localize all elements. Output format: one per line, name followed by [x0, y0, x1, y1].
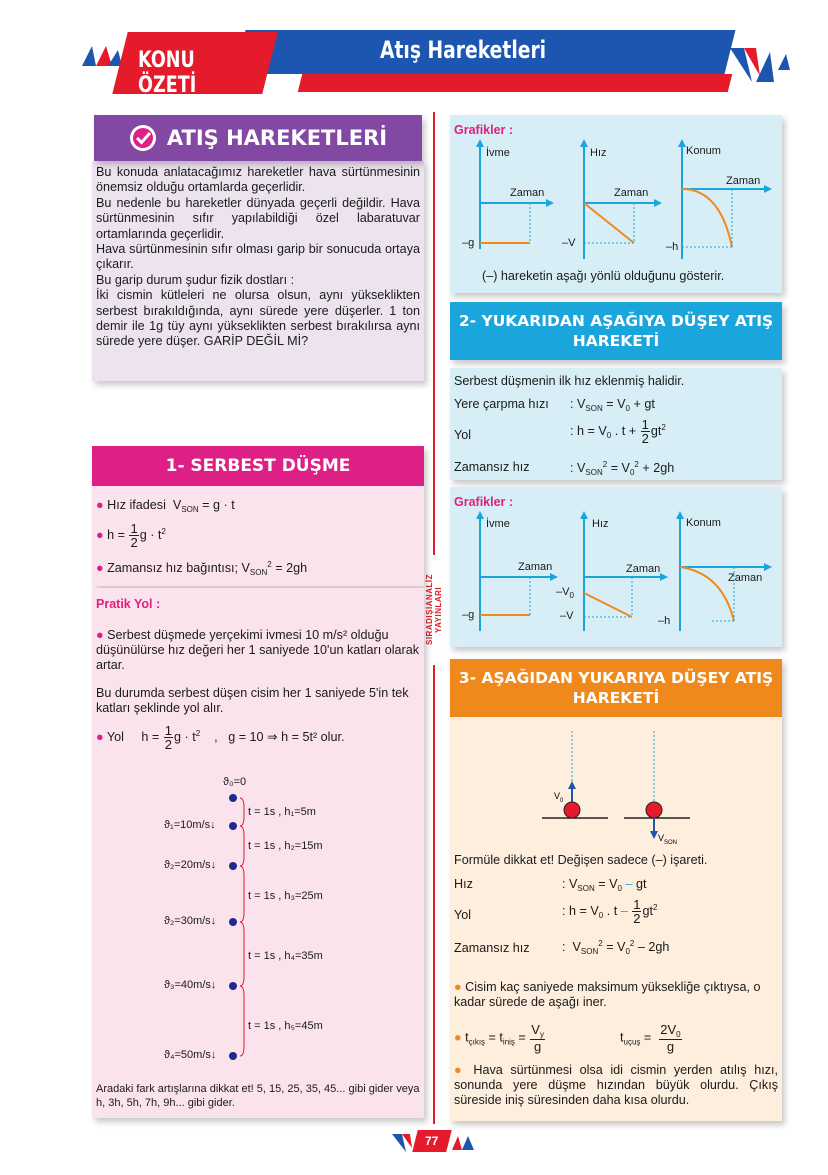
pratik-paragraph-2: Bu durumda serbest düşen cisim her 1 saniyede 5'in tek katları şeklinde yol alır. — [96, 686, 409, 715]
pratik-box — [92, 588, 424, 1118]
axis-zaman: Zaman — [626, 563, 661, 575]
page-number-badge — [412, 1130, 451, 1152]
graph-freefall-velocity — [572, 139, 662, 259]
graphs-downward-box — [450, 487, 782, 647]
svg-text:V: V — [554, 791, 561, 801]
ladder-note: Aradaki fark artışlarına dikkat et! 5, 15, 25, 35, 45... gibi gider veya h, 3h, 5h, 7h, 9h... gibi gider. — [96, 1083, 420, 1109]
downward-formulas — [450, 368, 782, 480]
page-title: Atış Hareketleri — [380, 36, 547, 64]
pratik-paragraph-1: ● Serbest düşmede yerçekimi ivmesi 10 m/s² olduğu düşünülürse hız değeri her 1 saniyede 10'un katları olarak artar. — [96, 628, 420, 672]
graphs-title: Grafikler : — [454, 495, 514, 509]
axis-hiz: Hız — [592, 518, 609, 530]
ladder-interval: t = 1s , h₅=45m — [248, 1020, 323, 1032]
graphs-title: Grafikler : — [454, 123, 514, 137]
footer-decor-right-icon — [452, 1132, 476, 1152]
downward-yol-formula: : $h = V_0$ . t + $\frac{1}{2}$ $gt^2$ — [570, 417, 666, 446]
axis-zaman: Zaman — [510, 187, 545, 199]
intro-paragraph: Hava sürtünmesinin sıfır olması garip bir sonucuda ortaya çıkarır. — [96, 242, 420, 272]
yol-formula: ● Yol h = $\frac{1}{2}$ $g \cdot t^2$ , g = 10 ⇒ h = 5t² olur. — [96, 723, 345, 752]
upward-header — [450, 659, 782, 717]
header-decor-right-icon — [730, 40, 794, 84]
speed-formula: ● Hız ifadesi $V_{SON} = g \cdot t$ — [96, 498, 235, 514]
header-red-bar — [298, 74, 732, 92]
page-number: 77 — [425, 1134, 439, 1148]
upward-hiz-formula: : $V_{SON} = V_0$ – gt — [562, 877, 647, 893]
header-decor-left-icon — [82, 40, 122, 68]
ladder-velocity: ϑ₂=30m/s↓ — [164, 915, 217, 927]
axis-neg-g: –g — [462, 237, 475, 249]
flight-time-formula: $t_{uçuş}$ = $\frac{2V_0}{g}$ — [620, 1022, 681, 1054]
rise-time-formula: ● $t_{çıkış} = t_{iniş}$ = $\frac{V_y}{g}$ — [454, 1022, 544, 1054]
section-tag: KONU ÖZETİ — [138, 48, 197, 98]
svg-text:V: V — [658, 833, 665, 843]
free-fall-ladder-diagram — [228, 788, 248, 1068]
downward-intro: Serbest düşmenin ilk hız eklenmiş halidir. — [454, 374, 685, 388]
intro-title: ATIŞ HAREKETLERİ — [166, 126, 388, 150]
intro-paragraph: İki cismin kütleleri ne olursa olsun, aynı yükseklikten serbest bırakıldığında, aynı sürede yere düşerler. 1 ton demir ile 1g tüy aynı yükseklikten serbest bırakılırsa aynı sürede yere düşer. GARİP DEĞİL Mİ? — [96, 288, 420, 349]
axis-neg-h: –h — [666, 241, 679, 253]
free-fall-title: 1- SERBEST DÜŞME — [165, 456, 351, 476]
axis-zaman: Zaman — [518, 561, 553, 573]
axis-ivme: İvme — [486, 147, 510, 159]
intro-header — [94, 115, 422, 161]
impact-formula: : $V_{SON} = V_0$ + gt — [570, 397, 655, 413]
downward-timeless-label: Zamansız hız — [454, 460, 530, 474]
intro-paragraph: Bu nedenle bu hareketler dünyada geçerli değildir. Hava sürtünmesinin sıfır yapılabildiği özel labaratuvar ortamlarında geçerlidir. — [96, 195, 420, 241]
graphs-freefall-box — [450, 115, 782, 293]
axis-neg-g: –g — [462, 609, 475, 621]
ladder-velocity: ϑ₄=50m/s↓ — [164, 1049, 217, 1061]
intro-paragraph: Bu konuda anlatacağımız hareketler hava sürtünmesinin önemsiz olduğu ortamlarda geçerlidir. — [96, 165, 420, 195]
axis-konum: Konum — [686, 145, 721, 157]
axis-zaman: Zaman — [614, 187, 649, 199]
downward-title: 2- YUKARIDAN AŞAĞIYA DÜŞEY ATIŞ HAREKETİ — [458, 312, 774, 350]
publisher-label: SIRADIŞIANALİZ YAYINLARI — [425, 555, 443, 665]
graph-freefall-position — [672, 139, 772, 259]
axis-ivme: İvme — [486, 518, 510, 530]
upward-throw-diagram — [540, 727, 700, 847]
check-badge-icon — [129, 124, 157, 152]
ladder-interval: t = 1s , h₄=35m — [248, 950, 323, 962]
graphs-caption: (–) hareketin aşağı yönlü olduğunu gösterir. — [482, 269, 725, 283]
graph-downward-position — [672, 511, 772, 631]
ladder-velocity: ϑ₃=40m/s↓ — [164, 979, 217, 991]
ladder-v0: ϑ₀=0 — [223, 776, 247, 788]
free-fall-formulas — [92, 486, 424, 586]
free-fall-header — [92, 446, 424, 486]
upward-timeless-formula: : $V_{SON}^2 = V_0^2 - 2gh$ — [562, 939, 670, 956]
upward-yol-label: Yol — [454, 908, 472, 922]
upward-title: 3- AŞAĞIDAN YUKARIYA DÜŞEY ATIŞ HAREKETİ — [458, 669, 774, 707]
axis-zaman: Zaman — [728, 572, 763, 584]
axis-konum: Konum — [686, 517, 721, 529]
timeless-formula: ● Zamansız hız bağıntısı; $V_{SON}^2 = 2gh$ — [96, 560, 308, 577]
upward-paragraph-2: ● Hava sürtünmesi olsa idi cismin yerden atılış hızı, sonunda yere düşme hızından büyük olurdu. Çıkış süreside iniş süresinden daha kısa olurdu. — [454, 1063, 778, 1107]
intro-body — [92, 161, 424, 381]
height-formula: ● h = $\frac{1}{2}$ $g \cdot t^2$ — [96, 521, 166, 550]
upward-yol-formula: : $h = V_0$ . t – $\frac{1}{2}$ $gt^2$ — [562, 897, 658, 926]
ladder-interval: t = 1s , h₁=5m — [248, 806, 316, 818]
downward-yol-label: Yol — [454, 428, 472, 442]
axis-neg-v: –V — [562, 237, 576, 249]
downward-header — [450, 302, 782, 360]
upward-paragraph-1: ● Cisim kaç saniyede maksimum yüksekliğe çıktıysa, o kadar sürede de aşağı iner. — [454, 980, 761, 1009]
ladder-interval: t = 1s , h₃=25m — [248, 890, 323, 902]
ladder-interval: t = 1s , h₂=15m — [248, 840, 323, 852]
axis-hiz: Hız — [590, 147, 607, 159]
svg-text:SON: SON — [664, 840, 678, 846]
downward-timeless-formula: : $V_{SON}^2 = V_0^2 + 2gh$ — [570, 460, 675, 477]
ladder-velocity: ϑ₂=20m/s↓ — [164, 859, 217, 871]
graph-freefall-acceleration — [468, 139, 554, 259]
pratik-title: Pratik Yol : — [96, 597, 161, 611]
impact-label: Yere çarpma hızı — [454, 397, 549, 411]
upward-formula-note: Formüle dikkat et! Değişen sadece (–) işareti. — [454, 853, 708, 867]
axis-neg-v: –V — [560, 610, 574, 622]
upward-hiz-label: Hız — [454, 877, 473, 891]
svg-text:0: 0 — [560, 798, 564, 804]
intro-paragraph: Bu garip durum şudur fizik dostları : — [96, 272, 295, 287]
axis-neg-v0: $-V_0$ — [556, 586, 574, 600]
axis-neg-h: –h — [658, 615, 671, 627]
upward-timeless-label: Zamansız hız — [454, 941, 530, 955]
upward-box — [450, 717, 782, 1121]
axis-zaman: Zaman — [726, 175, 761, 187]
ladder-velocity: ϑ₁=10m/s↓ — [164, 819, 216, 831]
